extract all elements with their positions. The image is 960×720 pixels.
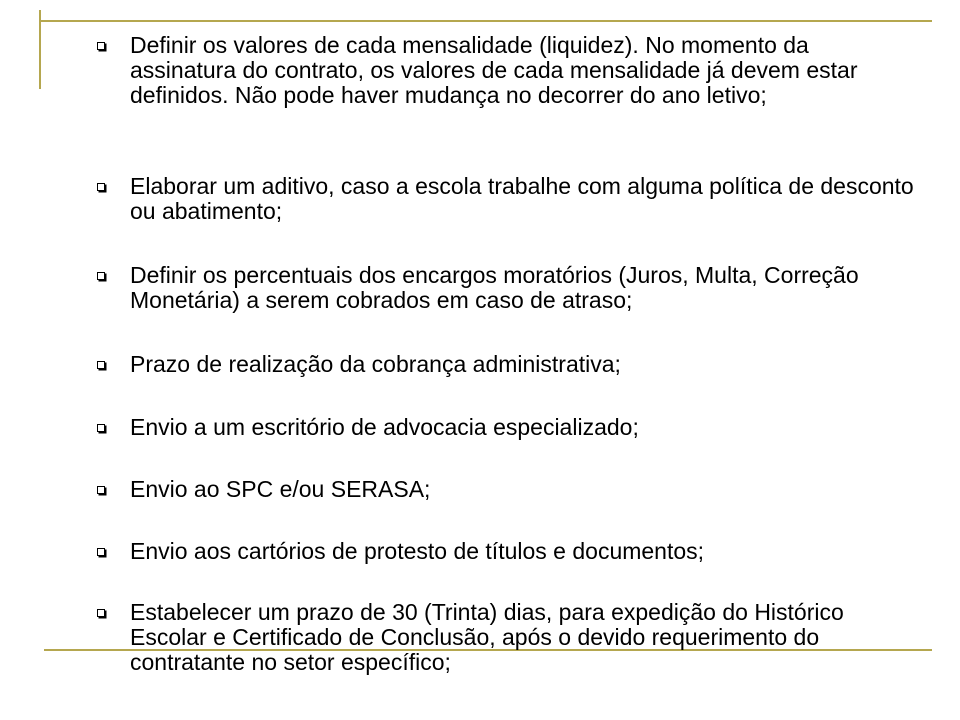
hollow-square-bullet-icon [97, 424, 105, 432]
hollow-square-bullet-icon [97, 609, 105, 617]
hollow-square-bullet-icon [97, 486, 105, 494]
hollow-square-bullet-icon [97, 42, 105, 50]
bullet-text: Prazo de realização da cobrança administrativa; [130, 351, 621, 377]
bullet-text: Envio ao SPC e/ou SERASA; [130, 476, 431, 502]
hollow-square-bullet-icon [97, 361, 105, 369]
hollow-square-bullet-icon [97, 272, 105, 280]
hollow-square-bullet-icon [97, 183, 105, 191]
left-accent-rule [39, 10, 41, 89]
hollow-square-bullet-icon [97, 548, 105, 556]
bullet-text: Elaborar um aditivo, caso a escola trabalhe com alguma política de desconto ou abatimento; [130, 173, 914, 224]
bullet-text: Definir os valores de cada mensalidade (liquidez). No momento da assinatura do contrato, os valores de cada mensalidade já devem estar definidos. Não pode haver mudança no decorrer do ano letivo; [130, 32, 858, 108]
bullet-text: Envio aos cartórios de protesto de títulos e documentos; [130, 538, 705, 564]
bullet-text: Definir os percentuais dos encargos moratórios (Juros, Multa, Correção Monetária) a serem cobrados em caso de atraso; [130, 262, 859, 313]
top-accent-rule [40, 20, 932, 22]
bullet-text: Envio a um escritório de advocacia especializado; [130, 414, 639, 440]
bullet-text: Estabelecer um prazo de 30 (Trinta) dias, para expedição do Histórico Escolar e Certificado de Conclusão, após o devido requerimento do contratante no setor específico; [130, 599, 844, 675]
